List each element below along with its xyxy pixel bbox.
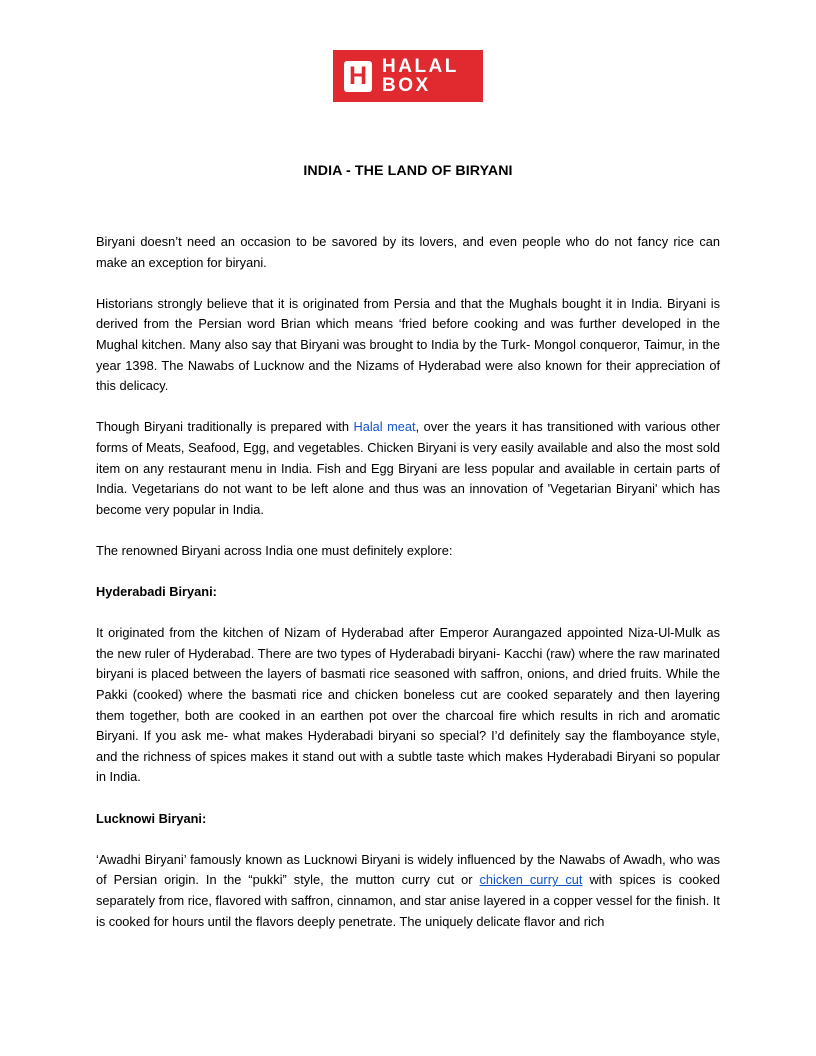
renowned-text: The renowned Biryani across India one must definitely explore: xyxy=(96,542,453,558)
article-body xyxy=(96,232,720,953)
chicken-curry-cut-link[interactable]: chicken curry cut xyxy=(479,872,583,888)
intro-paragraph xyxy=(96,232,720,273)
hyderabadi-heading: Hyderabadi Biryani: xyxy=(96,584,217,600)
history-paragraph xyxy=(96,294,720,397)
logo-line-box: BOX xyxy=(382,75,431,96)
hyderabadi-paragraph xyxy=(96,623,720,788)
logo-line-halal: HALAL xyxy=(382,56,459,77)
halal-meat-link[interactable]: Halal meat xyxy=(353,419,416,435)
logo-h-mark: H xyxy=(344,61,372,92)
renowned-paragraph xyxy=(96,541,720,562)
hyderabadi-text: It originated from the kitchen of Nizam of Hyderabad after Emperor Aurangazed appointed Niza-Ul-Mulk as the new ruler of Hyderabad. There are two types of Hyderabadi biryani- Kacchi (raw) where the raw marinated biryani is placed between the layers of basmati rice seasoned with saffron, onions, and dried fruits. While the Pakki (cooked) where the basmati rice and chicken boneless cut are cooked separately and then layering them together, both are cooked in an earthen pot over the charcoal fire which results in rich and aromatic Biryani. If you ask me- what makes Hyderabadi biryani so special? I’d definitely say the flamboyance style, and the richness of spices makes it stand out with a subtle taste which makes Hyderabadi Biryani so popular in India. xyxy=(96,625,720,785)
logo-wordmark xyxy=(382,57,459,95)
variety-text-before: Though Biryani traditionally is prepared with xyxy=(96,419,354,435)
intro-text: Biryani doesn’t need an occasion to be savored by its lovers, and even people who do not fancy rice can make an exception for biryani. xyxy=(96,234,720,270)
page-title: INDIA - THE LAND OF BIRYANI xyxy=(303,163,513,179)
lucknowi-text-after: with spices is cooked separately from rice, flavored with saffron, cinnamon, and star anise layered in a copper vessel for the finish. It is cooked for hours until the flavors deeply penetrate. The uniquely delicate flavor and rich xyxy=(96,872,720,929)
lucknowi-heading: Lucknowi Biryani: xyxy=(96,810,207,826)
history-text: Historians strongly believe that it is originated from Persia and that the Mughals bought it in India. Biryani is derived from the Persian word Brian which means ‘fried before cooking and was further developed in the Mughal kitchen. Many also say that Biryani was brought to India by the Turk- Mongol conqueror, Taimur, in the year 1398. The Nawabs of Lucknow and the Nizams of Hyderabad were also known for their appreciation of this delicacy. xyxy=(96,295,720,394)
variety-text-after: , over the years it has transitioned with various other forms of Meats, Seafood, Egg, and vegetables. Chicken Biryani is very easily available and also the most sold item on any restaurant menu in India. Fish and Egg Biryani are less popular and available in certain parts of India. Vegetarians do not want to be left alone and thus was an innovation of 'Vegetarian Biryani' which has become very popular in India. xyxy=(96,419,720,517)
variety-paragraph xyxy=(96,417,720,520)
lucknowi-paragraph xyxy=(96,850,720,932)
halal-box-logo xyxy=(333,50,483,102)
lucknowi-text-before: ‘Awadhi Biryani’ famously known as Lucknowi Biryani is widely influenced by the Nawabs of Awadh, who was of Persian origin. In the “pukki” style, the mutton curry cut or xyxy=(96,851,720,888)
